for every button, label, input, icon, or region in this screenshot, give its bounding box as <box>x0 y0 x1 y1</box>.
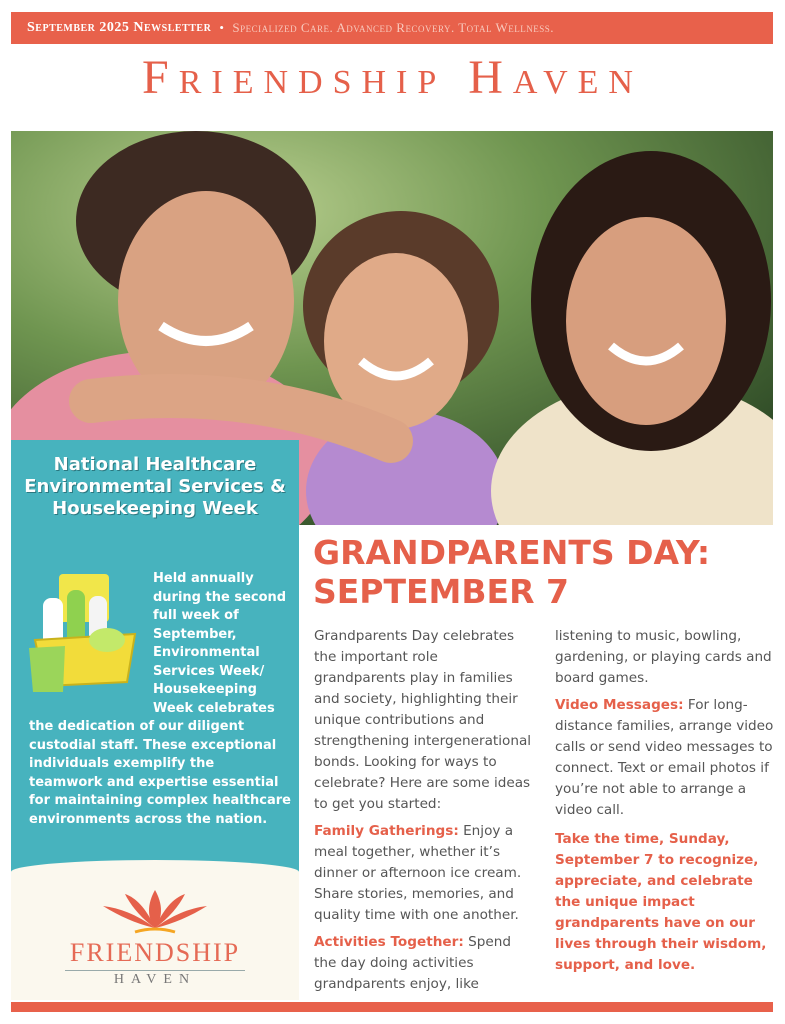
header-separator: • <box>219 20 225 35</box>
sidebar-title: National Healthcare Environmental Services & Housekeeping Week <box>24 454 286 519</box>
headline-line-2: SEPTEMBER 7 <box>313 572 569 611</box>
article-item <box>555 695 774 821</box>
item-lead: Activities Together: <box>314 934 464 950</box>
sidebar-body <box>29 570 291 829</box>
item-text: For long-distance families, arrange video calls or send video messages to connect. Text or email photos if you’re not able to arrange a video call. <box>555 697 774 818</box>
issue-label: September 2025 Newsletter <box>27 20 212 35</box>
cleaning-basket-icon <box>29 570 147 698</box>
headline-line-1: GRANDPARENTS DAY: <box>313 533 711 572</box>
footer-bar <box>11 1002 773 1012</box>
article-closing: Take the time, Sunday, September 7 to recognize, appreciate, and celebrate the unique impact grandparents have on our lives through their wisdom, support, and love. <box>555 831 767 973</box>
sidebar-feature <box>11 440 299 1000</box>
masthead-title: Friendship Haven <box>142 51 643 104</box>
item-text: Spend the day doing activities grandparents enjoy, like listening to music, bowling, gardening, or playing cards and board games. <box>314 628 772 992</box>
item-text: Enjoy a meal together, whether it’s dinner or afternoon ice cream. Share stories, memories, and quality time with one another. <box>314 823 522 923</box>
item-lead: Family Gatherings: <box>314 823 459 839</box>
article-item <box>314 821 533 926</box>
logo-subtitle: HAVEN <box>113 972 197 987</box>
logo-wordmark: FRIENDSHIP <box>69 938 241 967</box>
article-intro: Grandparents Day celebrates the important role grandparents play in families and society, highlighting their unique contributions and strengthening intergenerational bonds. Looking for ways to celebrate? Here are some ideas to get you started: <box>314 628 532 812</box>
newsletter-header-bar <box>11 12 773 44</box>
sidebar-body-text: Held annually during the second full week of September, Environmental Services Week/ Housekeeping Week celebrates the dedication of our diligent custodial staff. These exceptional individuals exemplify the teamwork and expertise essential for maintaining complex healthcare environments across the nation. <box>29 571 291 827</box>
article-headline <box>313 533 773 611</box>
lotus-logo-icon <box>95 882 215 938</box>
article-body <box>314 626 774 996</box>
tagline: Specialized Care. Advanced Recovery. Total Wellness. <box>232 20 554 35</box>
logo-divider <box>65 970 245 971</box>
item-lead: Video Messages: <box>555 697 684 713</box>
